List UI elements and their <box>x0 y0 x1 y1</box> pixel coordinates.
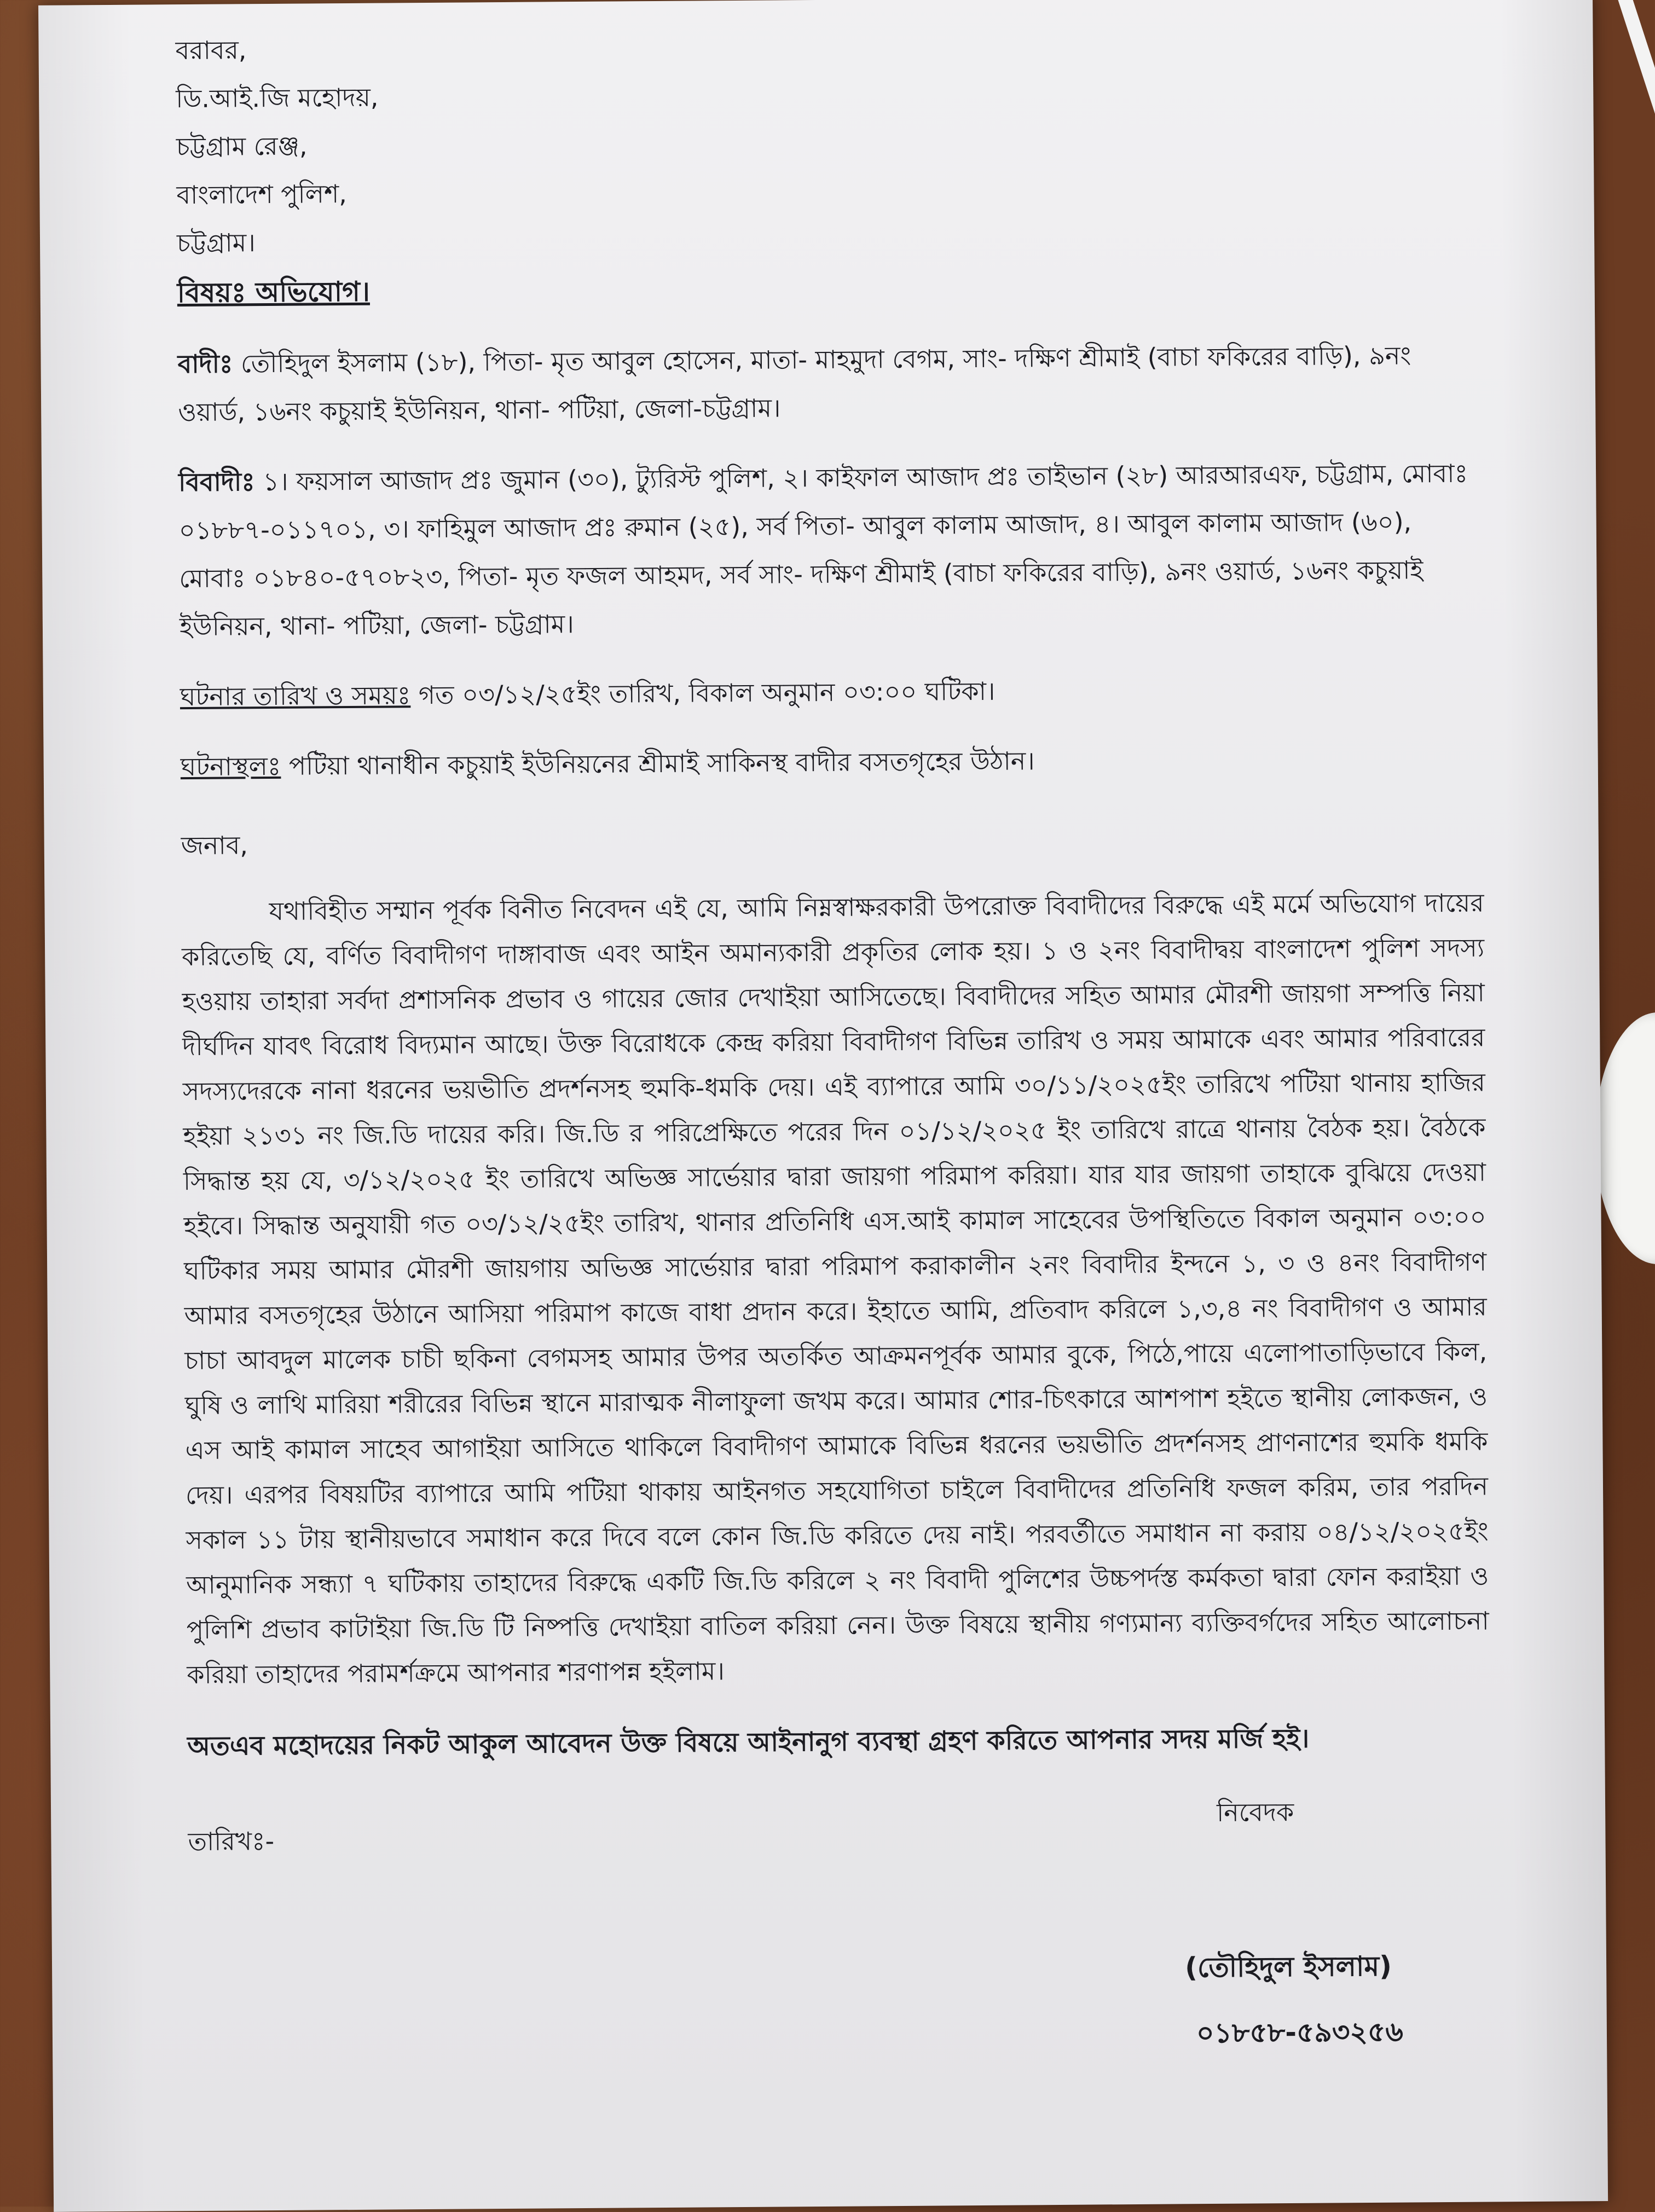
signer-name: (তৌহিদুল ইসলাম) <box>1184 1950 1392 1984</box>
address-line: চট্টগ্রাম। <box>176 228 256 258</box>
address-line: চট্টগ্রাম রেঞ্জ, <box>176 131 308 162</box>
address-line: বরাবর, <box>175 35 247 66</box>
incident-time-text: গত ০৩/১২/২৫ইং তারিখ, বিকাল অনুমান ০৩:০০ ঘটিকা। <box>418 676 996 710</box>
closing-request: অতএব মহোদয়ের নিকট আকুল আবেদন উক্ত বিষয়ে আইনানুগ ব্যবস্থা গ্রহণ করিতে আপনার সদয় মর্জি হই। <box>187 1723 1310 1762</box>
signature-block <box>188 1781 1492 2097</box>
salutation: জনাব, <box>181 830 248 861</box>
plate-edge <box>1595 1012 1655 1264</box>
defendant-block <box>178 449 1482 651</box>
incident-place-text: পটিয়া থানাধীন কচুয়াই ইউনিয়নের শ্রীমাই সাকিনস্থ বাদীর বসতগৃহের উঠান। <box>288 746 1035 781</box>
incident-place <box>180 734 1483 791</box>
defendant-text: ১। ফয়সাল আজাদ প্রঃ জুমান (৩০), ট্যুরিস্ট পুলিশ, ২। কাইফাল আজাদ প্রঃ তাইভান (২৮) আরআরএফ, চট্টগ্রাম, মোবাঃ ০১৮৮৭-০১১৭০১, ৩। ফাহিমুল আজাদ প্রঃ রুমান (২৫), সর্ব পিতা- আবুল কালাম আজাদ, ৪। আবুল কালাম আজাদ (৬০), মোবাঃ ০১৮৪০-৫৭০৮২৩, পিতা- মৃত ফজল আহমদ, সর্ব সাং- দক্ষিণ শ্রীমাই (বাচা ফকিরের বাড়ি), ৯নং ওয়ার্ড, ১৬নং কচুয়াই ইউনিয়ন, থানা- পটিয়া, জেলা- চট্টগ্রাম। <box>178 458 1468 642</box>
letter-paper <box>38 0 1608 2212</box>
incident-time-label: ঘটনার তারিখ ও সময়ঃ <box>180 680 411 712</box>
incident-place-label: ঘটনাস্থলঃ <box>180 751 281 782</box>
letter-body: যথাবিহীত সম্মান পূর্বক বিনীত নিবেদন এই যে, আমি নিম্নস্বাক্ষরকারী উপরোক্ত বিবাদীদের বিরুদ্ধে এই মর্মে অভিযোগ দায়ের করিতেছি যে, বর্ণিত বিবাদীগণ দাঙ্গাবাজ এবং আইন অমান্যকারী প্রকৃতির লোক হয়। ১ ও ২নং বিবাদীদ্বয় বাংলাদেশ পুলিশ সদস্য হওয়ায় তাহারা সর্বদা প্রশাসনিক প্রভাব ও গায়ের জোর দেখাইয়া আসিতেছে। বিবাদীদের সহিত আমার মৌরশী জায়গা সম্পত্তি নিয়া দীর্ঘদিন যাবৎ বিরোধ বিদ্যমান আছে। উক্ত বিরোধকে কেন্দ্র করিয়া বিবাদীগণ বিভিন্ন তারিখ ও সময় আমাকে এবং আমার পরিবারের সদস্যদেরকে নানা ধরনের ভয়ভীতি প্রদর্শনসহ হুমকি-ধমকি দেয়। এই ব্যাপারে আমি ৩০/১১/২০২৫ইং তারিখে পটিয়া থানায় হাজির হইয়া ২১৩১ নং জি.ডি দায়ের করি। জি.ডি র পরিপ্রেক্ষিতে পরের দিন ০১/১২/২০২৫ ইং তারিখে রাত্রে থানায় বৈঠক হয়। বৈঠকে সিদ্ধান্ত হয় যে, ৩/১২/২০২৫ ইং তারিখে অভিজ্ঞ সার্ভেয়ার দ্বারা জায়গা পরিমাপ করিয়া। যার যার জায়গা তাহাকে বুঝিয়ে দেওয়া হইবে। সিদ্ধান্ত অনুযায়ী গত ০৩/১২/২৫ইং তারিখ, থানার প্রতিনিধি এস.আই কামাল সাহেবের উপস্থিতিতে বিকাল অনুমান ০৩:০০ ঘটিকার সময় আমার মৌরশী জায়গায় অভিজ্ঞ সার্ভেয়ার দ্বারা পরিমাপ করাকালীন ২নং বিবাদীর ইন্দনে ১, ৩ ও ৪নং বিবাদীগণ আমার বসতগৃহের উঠানে আসিয়া পরিমাপ কাজে বাধা প্রদান করে। ইহাতে আমি, প্রতিবাদ করিলে ১,৩,৪ নং বিবাদীগণ ও আমার চাচা আবদুল মালেক চাচী ছকিনা বেগমসহ আমার উপর অতর্কিত আক্রমনপূর্বক আমার বুকে, পিঠে,পায়ে এলোপাতাড়িভাবে কিল, ঘুষি ও লাথি মারিয়া শরীরের বিভিন্ন স্থানে মারাত্মক নীলাফুলা জখম করে। আমার শোর-চিৎকারে আশপাশ হইতে স্থানীয় লোকজন, ও এস আই কামাল সাহেব আগাইয়া আসিতে থাকিলে বিবাদীগণ আমাকে বিভিন্ন ধরনের ভয়ভীতি প্রদর্শনসহ প্রাণনাশের হুমকি ধমকি দেয়। এরপর বিষয়টির ব্যাপারে আমি পটিয়া থাকায় আইনগত সহযোগিতা চাইলে বিবাদীদের প্রতিনিধি ফজল করিম, তার পরদিন সকাল ১১ টায় স্থানীয়ভাবে সমাধান করে দিবে বলে কোন জি.ডি করিতে দেয় নাই। পরবর্তীতে সমাধান না করায় ০৪/১২/২০২৫ইং আনুমানিক সন্ধ্যা ৭ ঘটিকায় তাহাদের বিরুদ্ধে একটি জি.ডি করিলে ২ নং বিবাদী পুলিশের উচ্চপর্দস্ত কর্মকতা দ্বারা ফোন করাইয়া ও পুলিশি প্রভাব কাটাইয়া জি.ডি টি নিষ্পত্তি দেখাইয়া বাতিল করিয়া নেন। উক্ত বিষয়ে স্থানীয় গণ্যমান্য ব্যক্তিবর্গদের সহিত আলোচনা করিয়া তাহাদের পরামর্শক্রমে আপনার শরণাপন্ন হইলাম। <box>181 888 1489 1690</box>
signoff-label: নিবেদক <box>1216 1797 1294 1827</box>
plaintiff-block <box>177 331 1480 437</box>
defendant-label: বিবাদীঃ <box>178 467 255 497</box>
signer-phone: ০১৮৫৮-৫৯৩২৫৬ <box>1196 2016 1404 2049</box>
address-line: ডি.আই.জি মহোদয়, <box>176 82 379 114</box>
plaintiff-text: তৌহিদুল ইসলাম (১৮), পিতা- মৃত আবুল হোসেন, মাতা- মাহমুদা বেগম, সাং- দক্ষিণ শ্রীমাই (বাচা ফকিরের বাড়ি), ৯নং ওয়ার্ড, ১৬নং কচুয়াই ইউনিয়ন, থানা- পটিয়া, জেলা-চট্টগ্রাম। <box>178 340 1411 427</box>
address-line: বাংলাদেশ পুলিশ, <box>176 178 347 210</box>
date-label: তারিখঃ- <box>188 1826 275 1857</box>
subject-line: বিষয়ঃ অভিযোগ। <box>177 275 371 309</box>
plaintiff-label: বাদীঃ <box>177 349 233 379</box>
recipient-address <box>175 18 1479 268</box>
letter-content <box>175 18 1492 2097</box>
incident-time <box>180 664 1483 721</box>
